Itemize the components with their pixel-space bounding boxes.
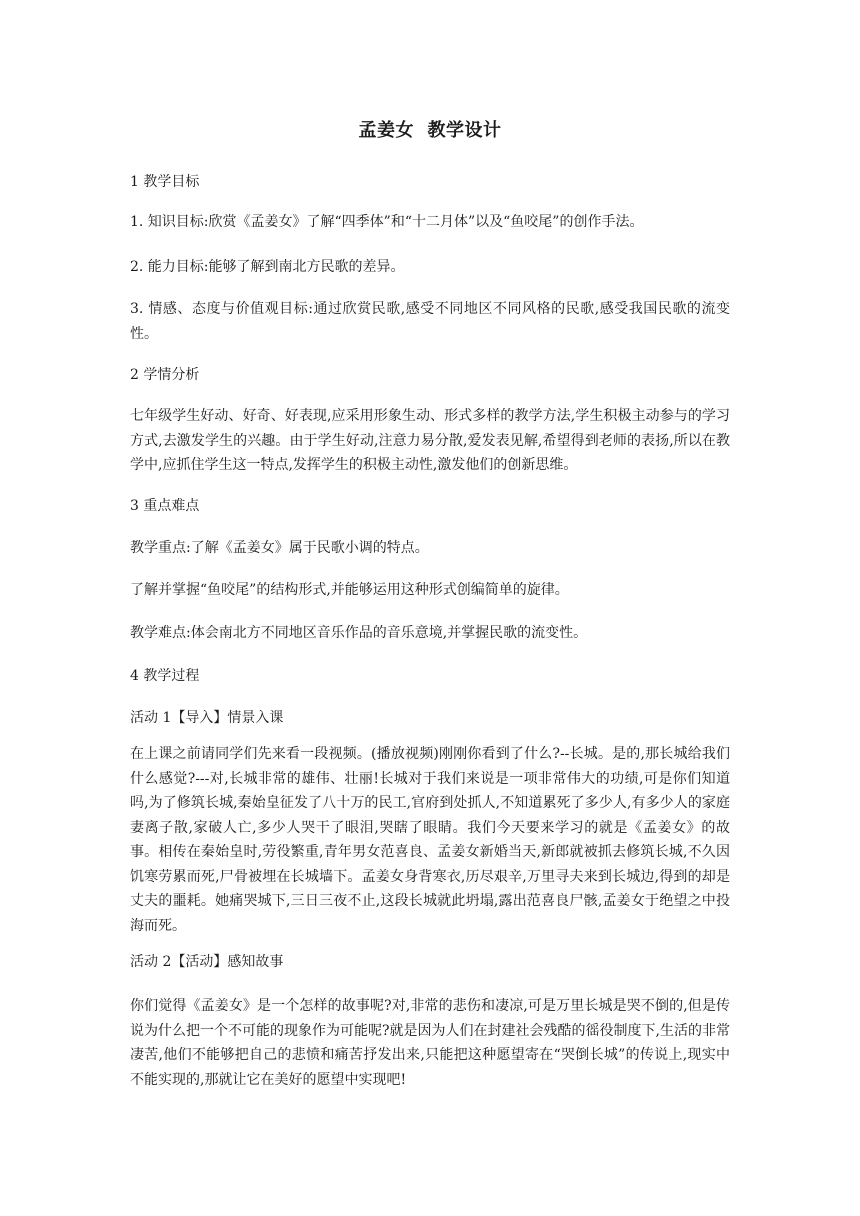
goal-ability: 2. 能力目标:能够了解到南北方民歌的差异。 bbox=[130, 259, 405, 275]
activity-2-heading: 活动 2【活动】感知故事 bbox=[130, 954, 284, 970]
section-heading-teaching-process: 4 教学过程 bbox=[130, 668, 200, 684]
section-heading-teaching-goals: 1 教学目标 bbox=[130, 174, 200, 190]
section-heading-student-analysis: 2 学情分析 bbox=[130, 367, 200, 383]
student-analysis-paragraph: 七年级学生好动、好奇、好表现,应采用形象生动、形式多样的教学方法,学生积极主动参与的学习方式,去激发学生的兴趣。由于学生好动,注意力易分散,爱发表见解,希望得到老师的表扬,所以在教学中,应抓住学生这一特点,发挥学生的积极主动性,激发他们的创新思维。 bbox=[130, 408, 730, 473]
section-heading-key-points: 3 重点难点 bbox=[130, 498, 200, 514]
goal-emotion: 3. 情感、态度与价值观目标:通过欣赏民歌,感受不同地区不同风格的民歌,感受我国民歌的流变性。 bbox=[130, 301, 730, 342]
activity-1-heading: 活动 1【导入】情景入课 bbox=[130, 710, 284, 726]
goal-knowledge: 1. 知识目标:欣赏《孟姜女》了解“四季体”和“十二月体”以及“鱼咬尾”的创作手法。 bbox=[130, 214, 644, 230]
activity-2-paragraph: 你们觉得《孟姜女》是一个怎样的故事呢?对,非常的悲伤和凄凉,可是万里长城是哭不倒的,但是传说为什么把一个不可能的现象作为可能呢?就是因为人们在封建社会残酷的徭役制度下,生活的非常凄苦,他们不能够把自己的悲愤和痛苦抒发出来,只能把这种愿望寄在“哭倒长城”的传说上,现实中不能实现的,那就让它在美好的愿望中实现吧! bbox=[130, 998, 730, 1088]
teaching-difficulty: 教学难点:体会南北方不同地区音乐作品的音乐意境,并掌握民歌的流变性。 bbox=[130, 625, 588, 641]
activity-1-paragraph: 在上课之前请同学们先来看一段视频。(播放视频)刚刚你看到了什么?--长城。是的,那长城给我们什么感觉?---对,长城非常的雄伟、壮丽!长城对于我们来说是一项非常伟大的功绩,可是你们知道吗,为了修筑长城,秦始皇征发了八十万的民工,官府到处抓人,不知道累死了多少人,有多少人的家庭妻离子散,家破人亡,多少人哭干了眼泪,哭瞎了眼睛。我们今天要来学习的就是《孟姜女》的故事。相传在秦始皇时,劳役繁重,青年男女范喜良、孟姜女新婚当天,新郎就被抓去修筑长城,不久因饥寒劳累而死,尸骨被埋在长城墙下。孟姜女身背寒衣,历尽艰辛,万里寻夫来到长城边,得到的却是丈夫的噩耗。她痛哭城下,三日三夜不止,这段长城就此坍塌,露出范喜良尸骸,孟姜女于绝望之中投海而死。 bbox=[130, 746, 730, 934]
teaching-key-point: 教学重点:了解《孟姜女》属于民歌小调的特点。 bbox=[130, 540, 429, 556]
document-title: 孟姜女 教学设计 bbox=[358, 120, 502, 141]
teaching-key-point-2: 了解并掌握“鱼咬尾”的结构形式,并能够运用这种形式创编简单的旋律。 bbox=[130, 582, 569, 598]
